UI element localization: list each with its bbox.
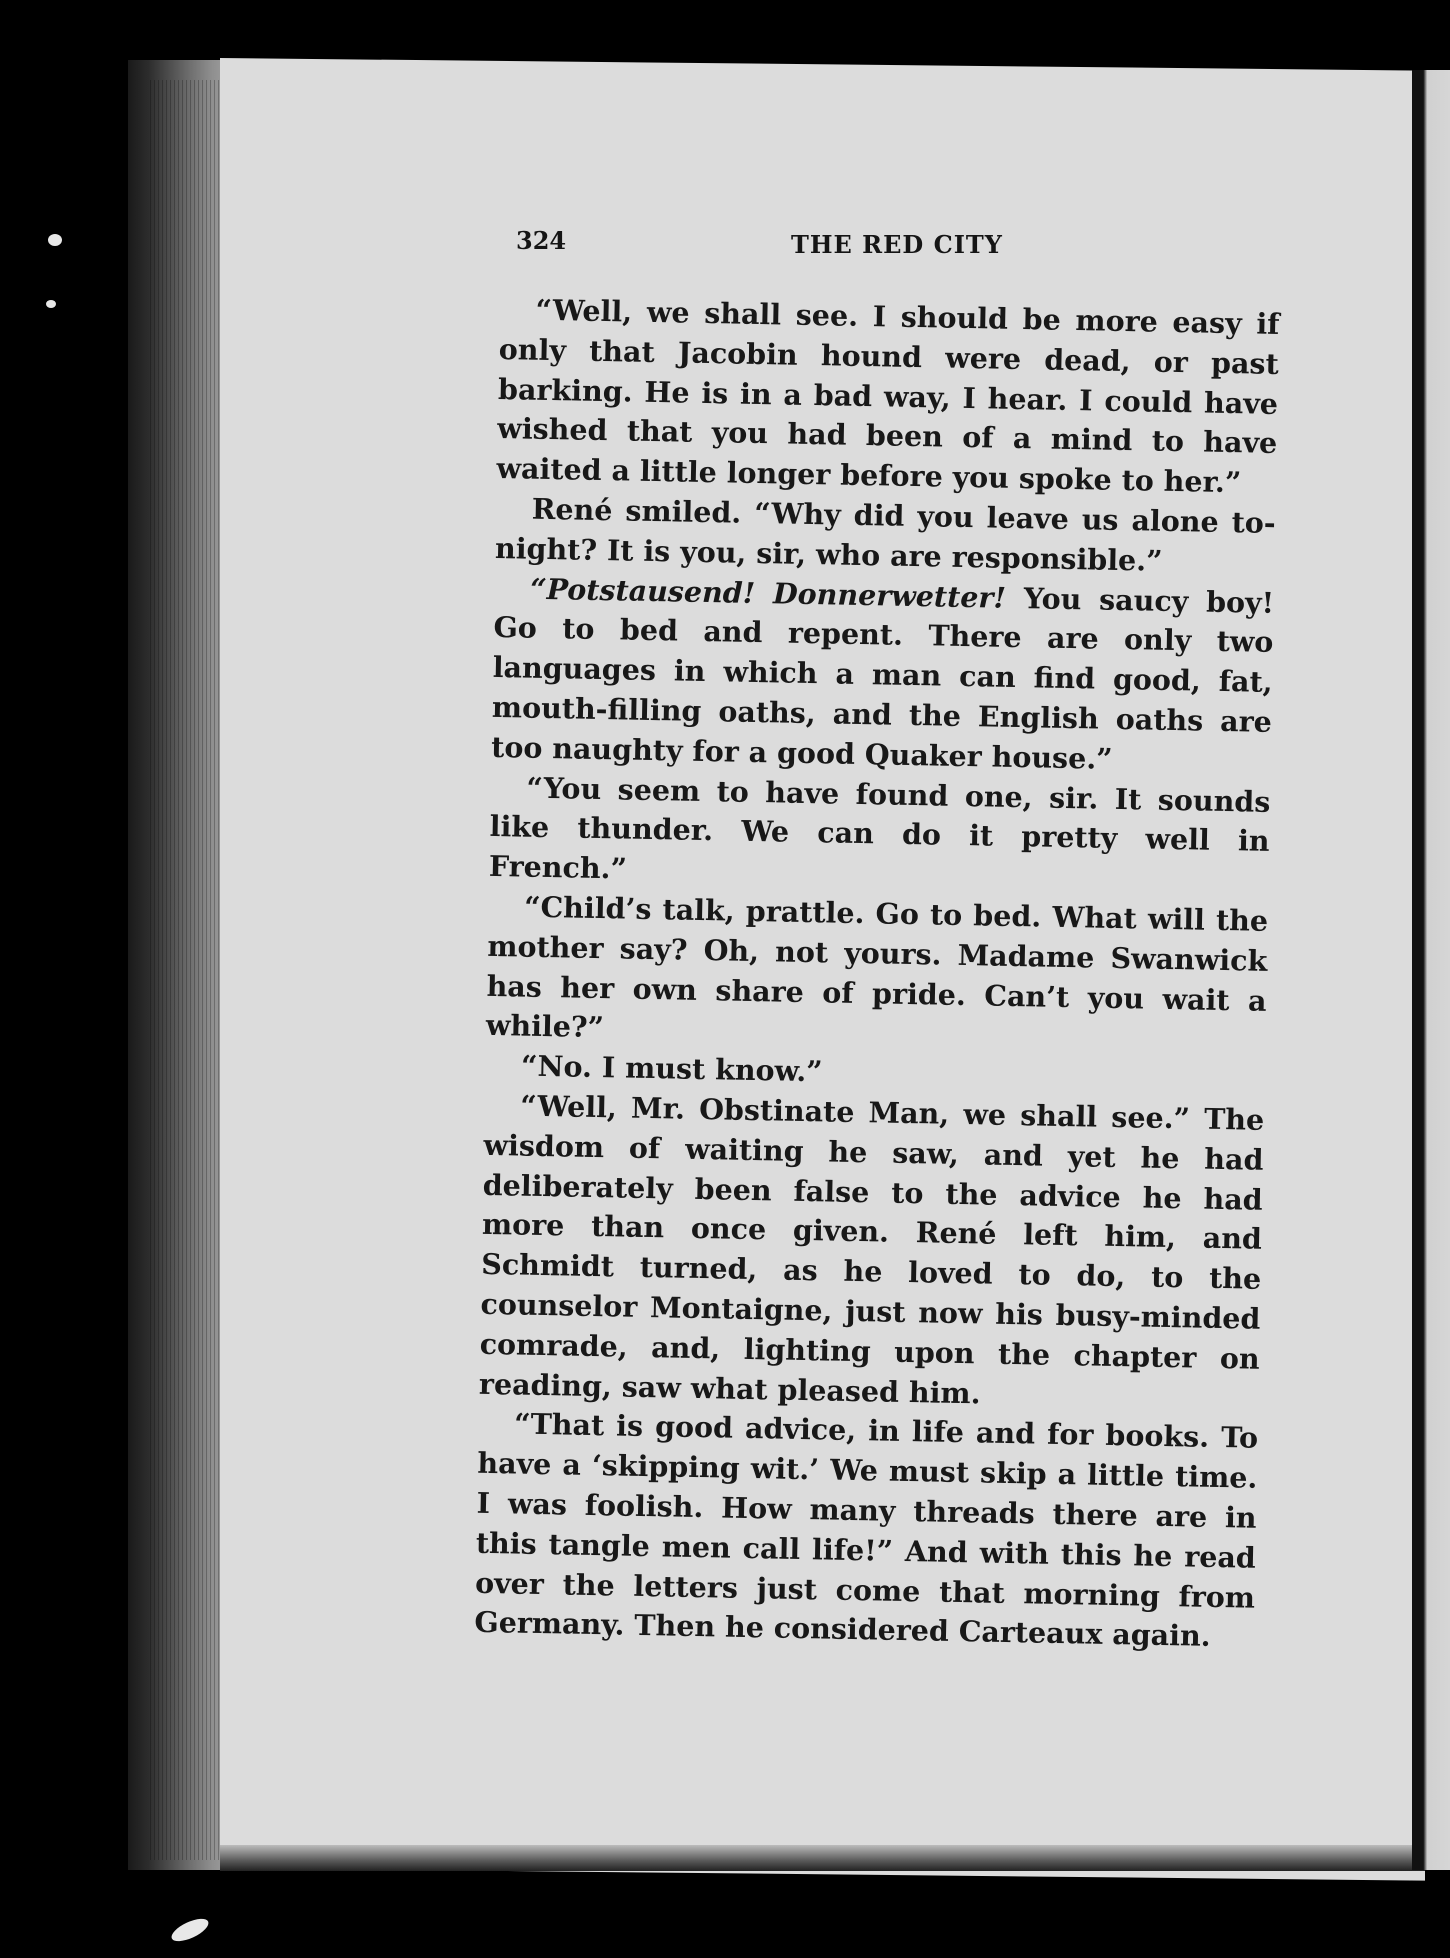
running-title: THE RED CITY <box>791 230 1003 259</box>
page-number: 324 <box>516 226 567 255</box>
paragraph <box>491 569 1275 783</box>
paragraph: “You seem to have found one, sir. It sounds like thunder. We can do it pretty well in French.” <box>488 770 1271 886</box>
paragraph-text: You saucy boy! Go to bed and repent. There are only two languages in which a man can find good, fat, mouth-filling oaths, and the English oaths are too naughty for a good Quaker house.” <box>490 580 1275 776</box>
italic-exclamation: “Potstausend! Donnerwetter! <box>529 571 1007 615</box>
page-header <box>516 226 1016 266</box>
paragraph: “Well, Mr. Obstinate Man, we shall see.” The wisdom of waiting he saw, and yet he had deliberately been false to the advice he had more than once given. René left him, and Schmidt turned, as he loved to do, to the counselor Montaigne, just now his busy-minded comrade, and, lighting upon the chapter on reading, saw what pleased him. <box>478 1088 1265 1410</box>
page-bottom-shadow <box>220 1845 1425 1871</box>
paragraph: “Well, we shall see. I should be more easy if only that Jacobin hound were dead, or past barking. He is in a bad way, I hear. I could have wished that you had been of a mind to have waited a little longer before you spoke to her.” <box>496 292 1280 500</box>
paragraph: “Child’s talk, prattle. Go to bed. What will the mother say? Oh, not yours. Madame Swanwick has her own share of pride. Can’t you wait a while?” <box>485 889 1269 1045</box>
scan-speck <box>46 300 56 308</box>
facing-page-edge <box>1412 70 1450 1870</box>
paragraph: René smiled. “Why did you leave us alone to-night? It is you, sir, who are responsible.” <box>494 491 1276 578</box>
scan-speck <box>168 1914 211 1945</box>
paragraph: “That is good advice, in life and for books. To have a ‘skipping wit.’ We must skip a little time. I was foolish. How many threads there are in this tangle men call life!” And with this he read over the letters just come that morning from Germany. Then he considered Carteaux again. <box>474 1406 1259 1654</box>
scan-speck <box>48 234 62 246</box>
body-text <box>474 290 1280 1658</box>
paragraph: “No. I must know.” <box>520 1048 823 1089</box>
